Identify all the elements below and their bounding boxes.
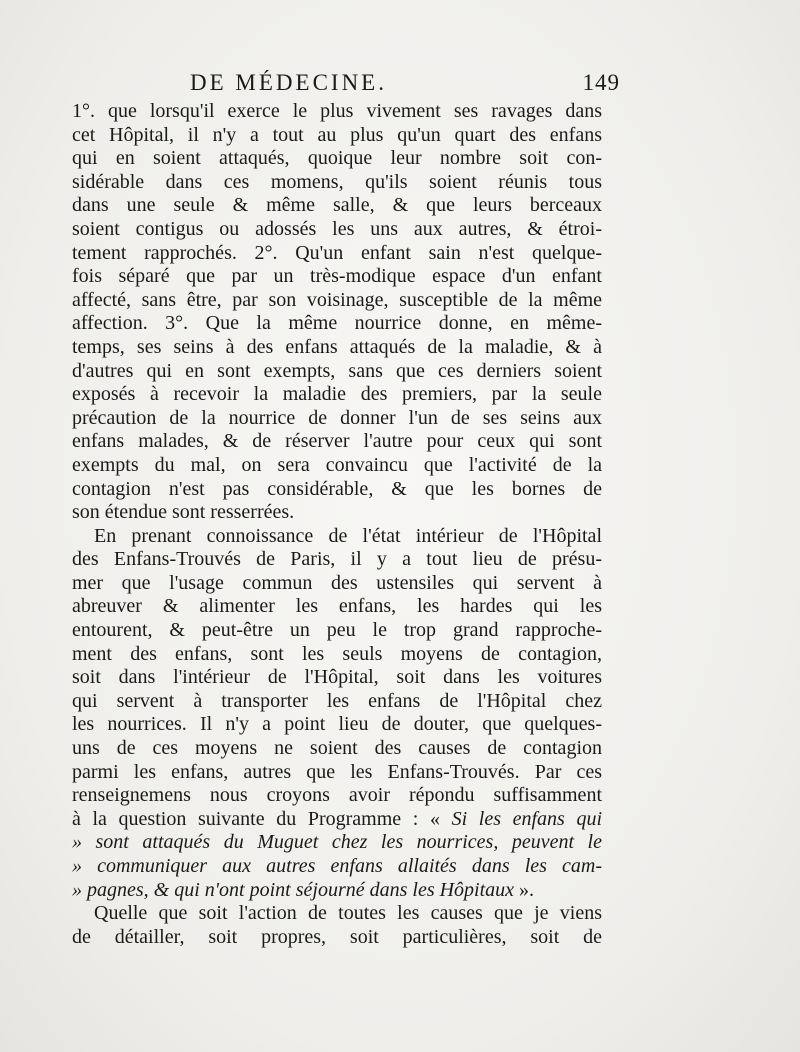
text-line: parmi les enfans, autres que les Enfans-Trouvés. Par ces xyxy=(72,760,602,783)
page-header xyxy=(190,70,620,96)
text-line: cet Hôpital, il n'y a tout au plus qu'un quart des enfans xyxy=(72,123,602,146)
paragraph-1 xyxy=(72,100,602,525)
text-line: renseignemens nous croyons avoir répondu suffisamment xyxy=(72,784,602,807)
text-line: exposés à recevoir la maladie des premiers, par la seule xyxy=(72,383,602,406)
page-number: 149 xyxy=(582,70,620,95)
text-line: précaution de la nourrice de donner l'un de ses seins aux xyxy=(72,406,602,429)
text-line: qui servent à transporter les enfans de l'Hôpital chez xyxy=(72,689,602,712)
text-line: soit dans l'intérieur de l'Hôpital, soit dans les voitures xyxy=(72,666,602,689)
text-line: affection. 3°. Que la même nourrice donne, en même- xyxy=(72,312,602,335)
text-fragment: ». xyxy=(514,878,535,901)
text-line: sidérable dans ces momens, qu'ils soient réunis tous xyxy=(72,170,602,193)
text-fragment: à la question suivante du Programme : « xyxy=(72,807,452,830)
text-line: tement rapprochés. 2°. Qu'un enfant sain n'est quelque- xyxy=(72,241,602,264)
running-title: DE MÉDECINE. xyxy=(190,70,387,95)
text-line: soient contigus ou adossés les uns aux autres, & étroi- xyxy=(72,217,602,240)
text-line: dans une seule & même salle, & que leurs berceaux xyxy=(72,194,602,217)
text-line: entourent, & peut-être un peu le trop grand rapproche- xyxy=(72,619,602,642)
quoted-question: Si les enfans qui xyxy=(451,807,603,830)
text-line: affecté, sans être, par son voisinage, susceptible de la même xyxy=(72,288,602,311)
text-line: ment des enfans, sont les seuls moyens de contagion, xyxy=(72,642,602,665)
text-line: exempts du mal, on sera convaincu que l'activité de la xyxy=(72,453,602,476)
quoted-question: » sont attaqués du Muguet chez les nourrices, peuvent le xyxy=(72,831,602,854)
text-line-quote-start xyxy=(72,808,602,832)
paragraph-3 xyxy=(72,902,602,949)
text-line: son étendue sont resserrées. xyxy=(72,501,295,524)
text-line-quote-end xyxy=(72,879,602,903)
text-line: fois séparé que par un très-modique espace d'un enfant xyxy=(72,265,602,288)
text-line: abreuver & alimenter les enfans, les hardes qui les xyxy=(72,595,602,618)
quoted-question: » communiquer aux autres enfans allaités dans les cam- xyxy=(72,855,602,877)
text-line: les nourrices. Il n'y a point lieu de douter, que quelques- xyxy=(72,713,602,736)
text-line: d'autres qui en sont exempts, sans que ces derniers soient xyxy=(72,359,602,382)
text-line: des Enfans-Trouvés de Paris, il y a tout lieu de présu- xyxy=(72,548,602,571)
text-line: Quelle que soit l'action de toutes les causes que je viens xyxy=(94,902,602,925)
quoted-question: » pagnes, & qui n'ont point séjourné dans les Hôpitaux xyxy=(72,878,515,901)
text-line: 1°. que lorsqu'il exerce le plus vivement ses ravages dans xyxy=(72,100,602,122)
paragraph-2 xyxy=(72,525,602,903)
text-line: de détailler, soit propres, soit particulières, soit de xyxy=(72,925,602,948)
body-text xyxy=(72,100,602,949)
text-line: temps, ses seins à des enfans attaqués de la maladie, & à xyxy=(72,335,602,358)
text-line: En prenant connoissance de l'état intérieur de l'Hôpital xyxy=(94,524,602,547)
text-line: enfans malades, & de réserver l'autre pour ceux qui sont xyxy=(72,430,602,453)
text-line: contagion n'est pas considérable, & que les bornes de xyxy=(72,477,602,500)
text-line: qui en soient attaqués, quoique leur nombre soit con- xyxy=(72,147,602,170)
text-line: mer que l'usage commun des ustensiles qui servent à xyxy=(72,571,602,594)
text-line: uns de ces moyens ne soient des causes de contagion xyxy=(72,737,602,760)
